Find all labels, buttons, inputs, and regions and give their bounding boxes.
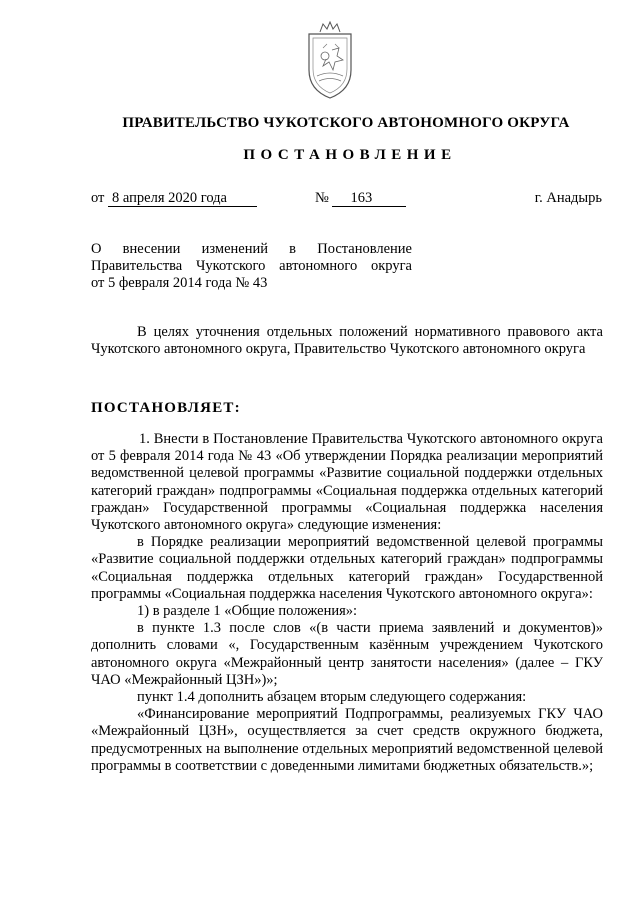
preamble-paragraph: В целях уточнения отдельных положений нормативного правового акта Чукотского автономного округа, Правительство Чукотского автономного округа: [91, 324, 603, 358]
document-date: [91, 190, 257, 207]
paragraph: «Финансирование мероприятий Подпрограммы, реализуемых ГКУ ЧАО «Межрайонный ЦЗН», осуществляется за счет средств окружного бюджета, предусмотренных на выполнение отдельных мероприятий ведомственной целевой программы в соответствии с доведенными лимитами бюджетных обязательств.»;: [91, 706, 603, 774]
document-subject: [91, 241, 412, 292]
paragraph: 1) в разделе 1 «Общие положения»:: [137, 603, 358, 620]
coat-of-arms-emblem: [303, 20, 357, 104]
paragraph: в Порядке реализации мероприятий ведомственной целевой программы «Развитие социальной поддержки отдельных категорий граждан» подпрограммы «Социальная поддержка отдельных категорий граждан» Государственной программы «Социальная поддержка населения Чукотского автономного округа»:: [91, 534, 603, 602]
government-title: ПРАВИТЕЛЬСТВО ЧУКОТСКОГО АВТОНОМНОГО ОКРУГА: [122, 115, 570, 131]
document-type: ПОСТАНОВЛЕНИЕ: [243, 147, 457, 163]
date-prefix: от: [91, 190, 105, 206]
preamble: [91, 324, 603, 358]
subject-line: от 5 февраля 2014 года № 43: [91, 275, 268, 291]
subject-line: О внесении изменений в Постановление: [91, 241, 412, 257]
resolution-body: [91, 431, 603, 775]
paragraph: 1. Внести в Постановление Правительства Чукотского автономного округа от 5 февраля 2014 года № 43 «Об утверждении Порядка реализации мероприятий ведомственной целевой программы «Развитие социальной поддержки отдельных категорий граждан» подпрограммы «Социальная поддержка отдельных категорий граждан» Государственной программы «Социальная поддержка населения Чукотского автономного округа» следующие изменения:: [91, 431, 603, 534]
resolve-heading: ПОСТАНОВЛЯЕТ:: [91, 400, 241, 416]
paragraph: пункт 1.4 дополнить абзацем вторым следующего содержания:: [137, 689, 527, 706]
paragraph: в пункте 1.3 после слов «(в части приема заявлений и документов)» дополнить словами «, Государственным казённым учреждением Чукотского автономного округа «Межрайонный центр занятости населения» (далее – ГКУ ЧАО «Межрайонный ЦЗН»)»;: [91, 620, 603, 688]
date-value: 8 апреля 2020 года: [108, 191, 257, 207]
number-prefix: №: [315, 190, 329, 206]
document-number: [315, 190, 406, 207]
subject-line: Правительства Чукотского автономного округа: [91, 258, 412, 274]
document-city: г. Анадырь: [534, 190, 602, 206]
number-value: 163: [332, 191, 406, 207]
